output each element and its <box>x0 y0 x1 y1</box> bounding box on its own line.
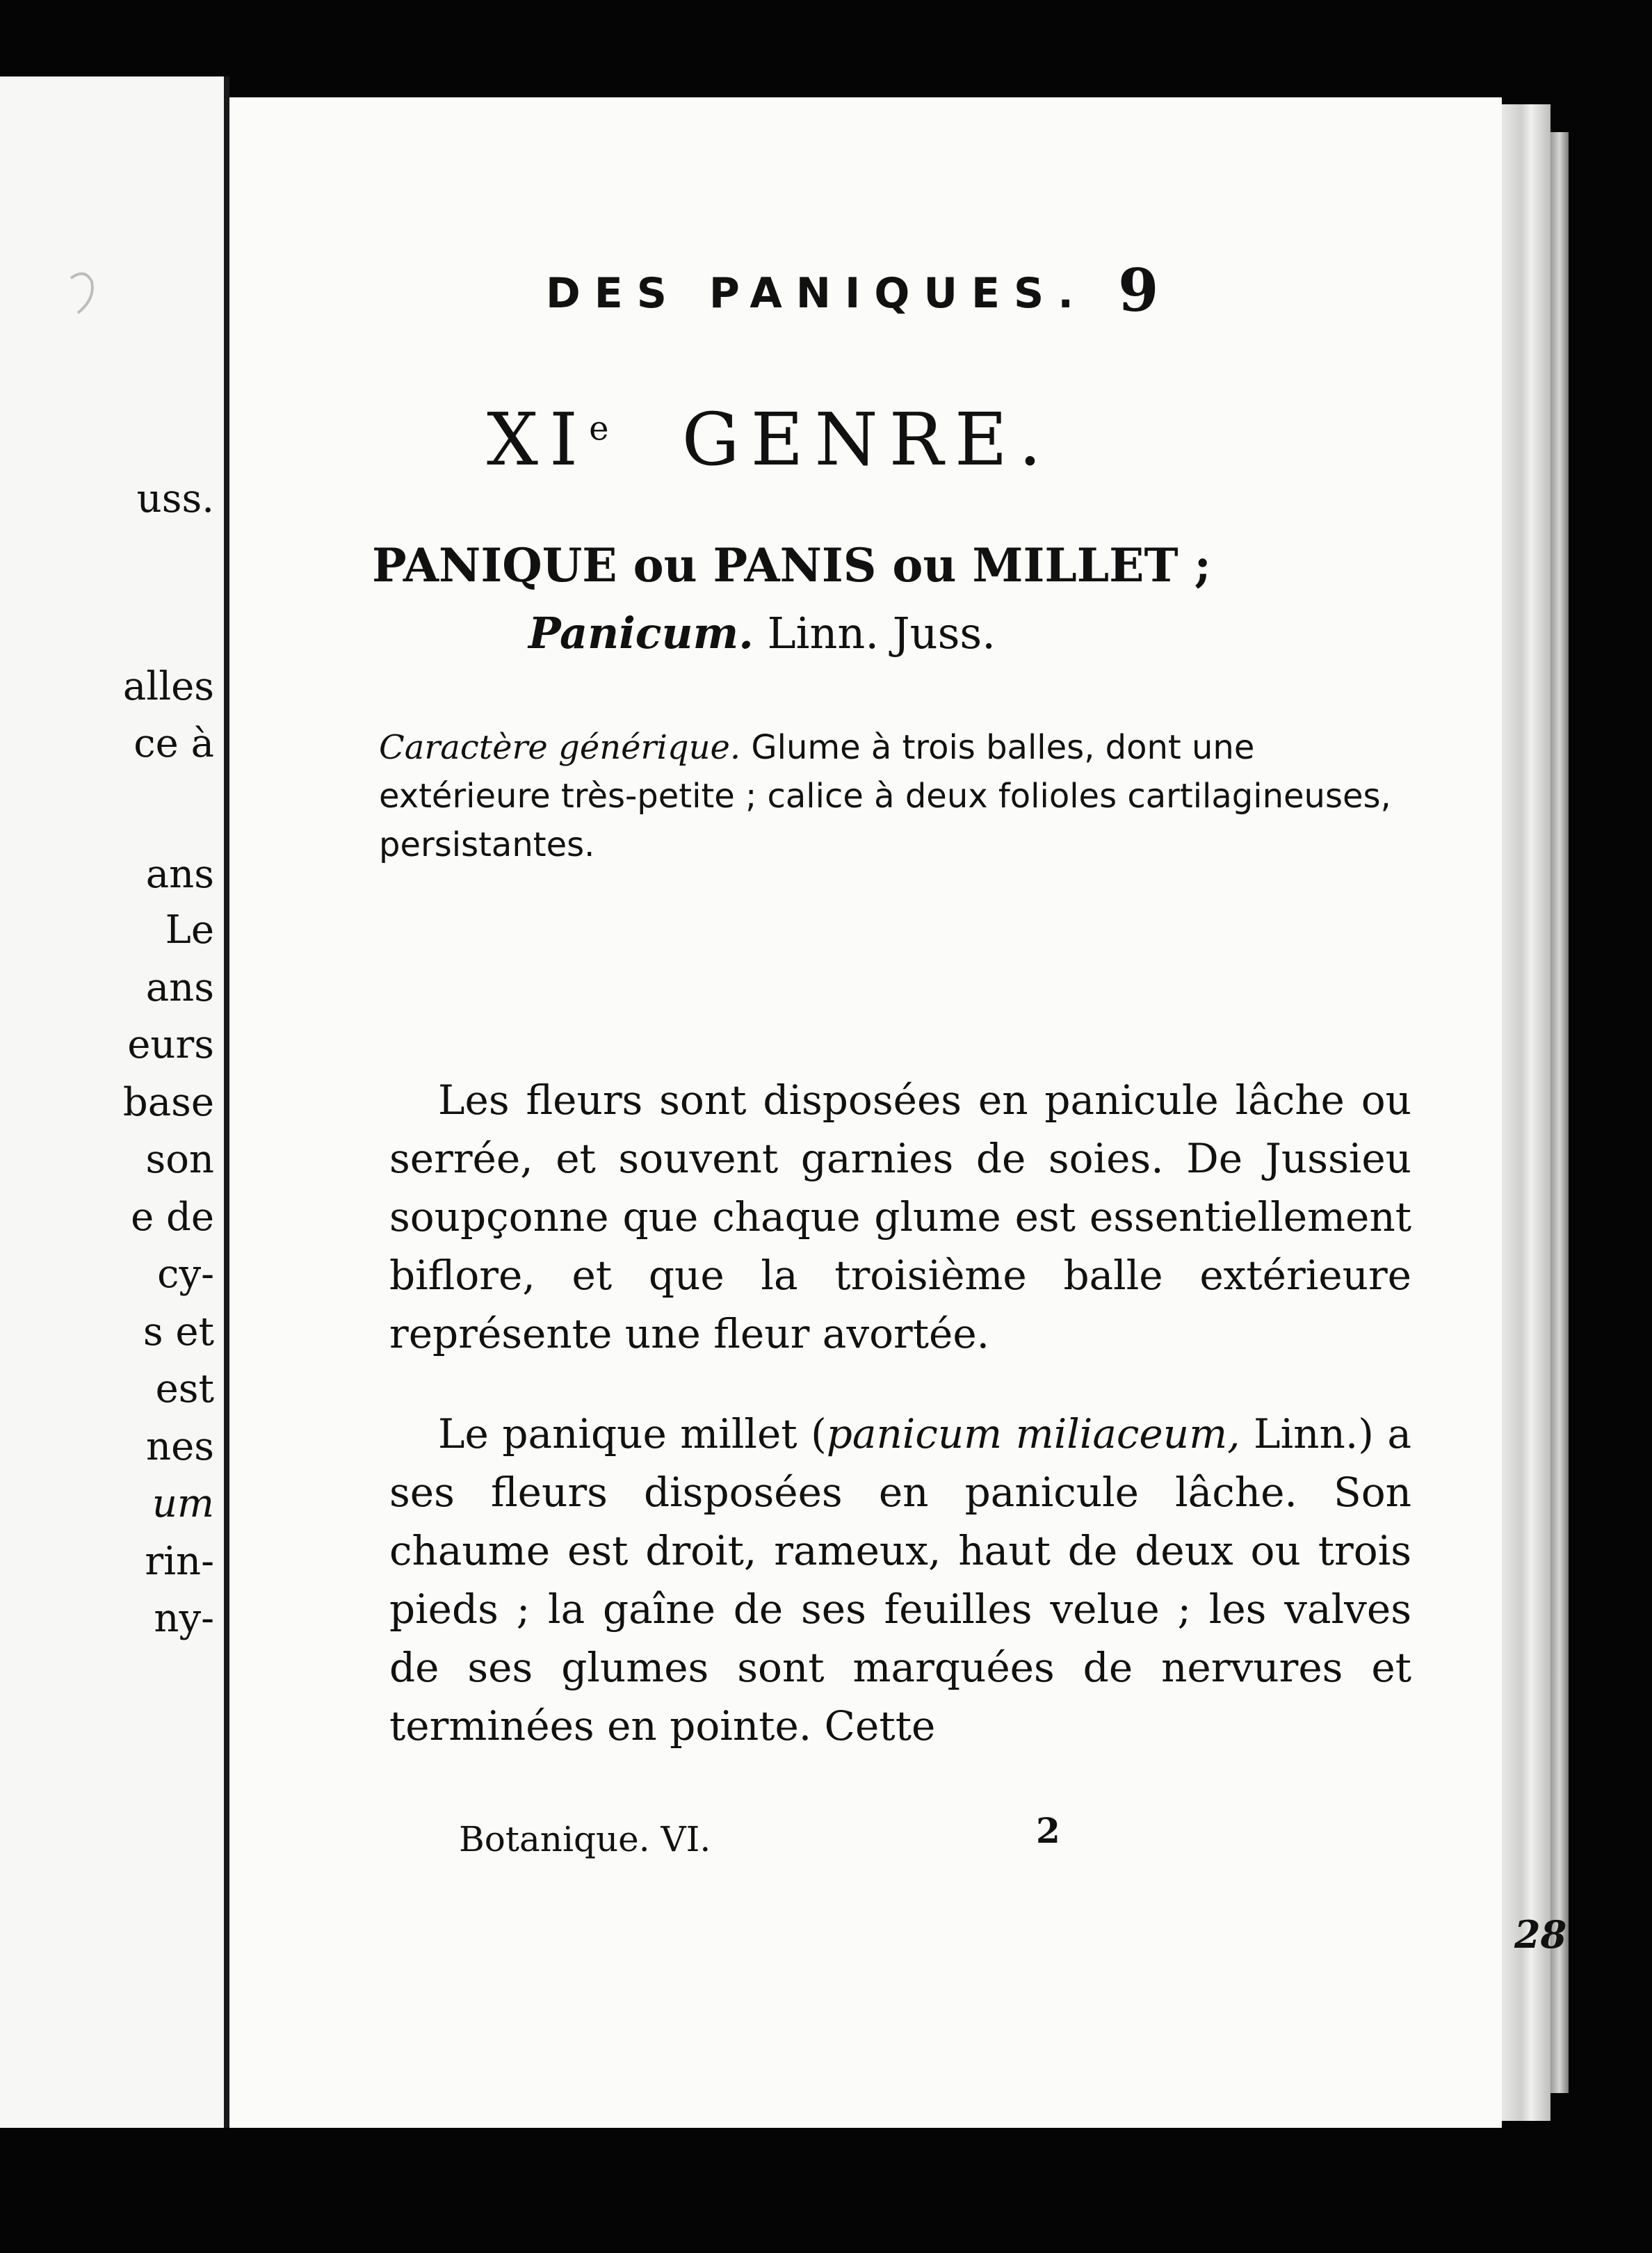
previous-page-fragment <box>0 76 229 2128</box>
latin-authorities: Linn. Juss. <box>767 608 996 659</box>
left-page-line: ans <box>145 852 214 897</box>
latin-name <box>528 608 996 659</box>
generic-character-text: Glume à trois balles, dont une extérieure très-petite ; calice à deux folioles cartilagineuses, persistantes. <box>379 728 1391 864</box>
signature-mark: 2 <box>1036 1810 1060 1851</box>
left-page-line: uss. <box>136 476 214 522</box>
paragraph-2-italic: panicum miliaceum, <box>826 1410 1240 1457</box>
page-edge <box>1550 132 1569 2093</box>
generic-character-label: Caractère générique. <box>379 728 741 767</box>
left-page-line: Le <box>165 907 214 953</box>
left-page-line: son <box>145 1137 214 1182</box>
genre-heading <box>487 397 1053 482</box>
generic-character <box>379 723 1408 869</box>
left-page-line: ans <box>145 965 214 1010</box>
paragraph-2-rest: Linn.) a ses fleurs disposées en panicule lâche. Son chaume est droit, rameux, haut de deux ou trois pieds ; la gaîne de ses feuilles velue ; les valves de ses glumes sont marquées de nervures et terminées en pointe. Cette <box>389 1410 1411 1750</box>
page-stamp: 28 <box>1514 1912 1567 1957</box>
left-page-line: cy- <box>157 1252 214 1297</box>
left-page-line: base <box>122 1080 214 1125</box>
left-page-line: um <box>152 1481 214 1526</box>
left-page-line: nes <box>146 1424 214 1469</box>
left-page-line: eurs <box>127 1022 214 1067</box>
paragraph-2-start: Le panique millet ( <box>438 1410 827 1457</box>
left-page-line: s et <box>143 1309 214 1355</box>
paragraph-1: Les fleurs sont disposées en panicule lâche ou serrée, et souvent garnies de soies. De Jussieu soupçonne que chaque glume est essentiellement biflore, et que la troisième balle extérieure représente une fleur avortée. <box>389 1076 1411 1357</box>
left-page-line: e de <box>131 1195 214 1240</box>
running-head: DES PANIQUES. <box>546 269 1088 318</box>
genre-word: GENRE. <box>681 397 1053 482</box>
left-page-line: rin- <box>145 1539 214 1584</box>
page-number: 9 <box>1118 256 1159 325</box>
book-page <box>229 97 1502 2128</box>
latin-genus: Panicum. <box>528 608 754 659</box>
left-page-line: alles <box>122 664 214 709</box>
pencil-mark-icon <box>64 264 106 320</box>
signature-line: Botanique. VI. <box>459 1819 711 1859</box>
left-page-line: est <box>155 1366 214 1412</box>
genre-ordinal-sup: e <box>589 409 620 449</box>
paragraph-2 <box>389 1405 1411 1755</box>
genre-title: PANIQUE ou PANIS ou MILLET ; <box>372 538 1211 592</box>
genre-ordinal: XI <box>487 397 590 482</box>
left-page-line: ce à <box>133 721 214 766</box>
page-edge <box>1502 104 1550 2121</box>
left-page-line: ny- <box>154 1596 214 1641</box>
